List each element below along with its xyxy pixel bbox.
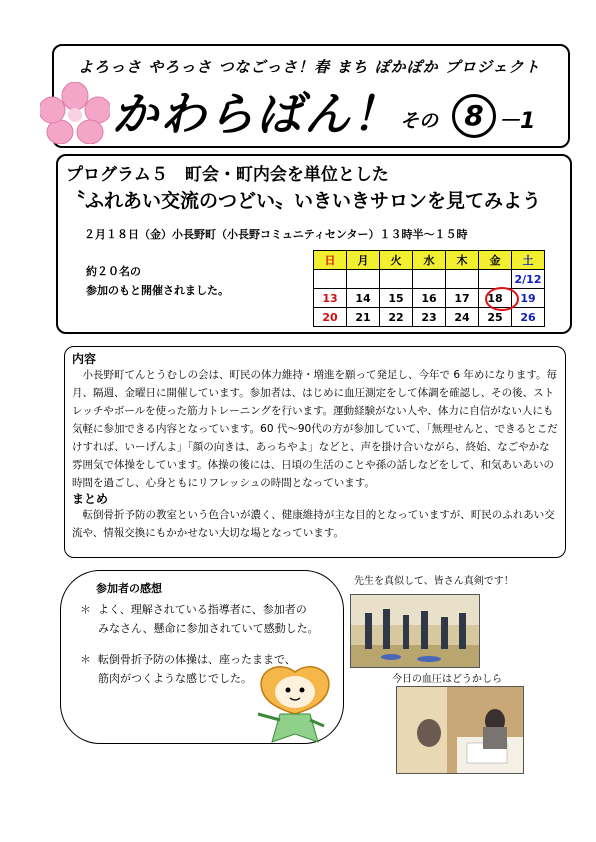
calendar-day: 14 bbox=[347, 289, 380, 308]
calendar-header-fri: 金 bbox=[479, 251, 512, 270]
calendar-day: 24 bbox=[446, 308, 479, 327]
impression-line: よく、理解されている指導者に、参加者の bbox=[98, 603, 307, 616]
summary-text: 転倒骨折予防の教室という色合いが濃く、健康維持が主な目的となっていますが、町民のふれあい交流や、情報交換にもかかせない大切な場となっています。 bbox=[72, 509, 555, 539]
asterisk-mark: ＊ bbox=[80, 603, 91, 616]
event-date-line: ２月１８日（金）小長野町（小長野コミュニティセンター）１３時半～１５時 bbox=[84, 228, 468, 241]
calendar-day bbox=[347, 270, 380, 289]
calendar-day-event: 18 bbox=[479, 289, 512, 308]
calendar-day: 13 bbox=[314, 289, 347, 308]
calendar-header-mon: 月 bbox=[347, 251, 380, 270]
participants-line1: 約２０名の bbox=[86, 265, 141, 278]
impression-line: 筋肉がつくような感じでした。 bbox=[98, 672, 252, 685]
issue-suffix: －1 bbox=[498, 109, 536, 134]
calendar-header-sun: 日 bbox=[314, 251, 347, 270]
summary-heading: まとめ bbox=[72, 492, 109, 506]
calendar-day bbox=[380, 270, 413, 289]
impression-item-text bbox=[98, 600, 319, 638]
impression-item bbox=[80, 600, 91, 619]
program-title-line1: プログラム５ 町会・町内会を単位とした bbox=[66, 165, 389, 185]
photo-caption-2: 今日の血圧はどうかしら bbox=[392, 674, 502, 685]
impression-item bbox=[80, 650, 91, 669]
calendar-day bbox=[479, 270, 512, 289]
flower-icon bbox=[40, 82, 110, 144]
blood-pressure-photo bbox=[396, 686, 524, 774]
calendar-header-row bbox=[314, 251, 545, 270]
calendar-day: 23 bbox=[413, 308, 446, 327]
newsletter-title: かわらばん！ bbox=[112, 87, 400, 141]
calendar-day: 16 bbox=[413, 289, 446, 308]
calendar-day: 26 bbox=[512, 308, 545, 327]
calendar-day: 15 bbox=[380, 289, 413, 308]
participants-note bbox=[86, 262, 286, 300]
calendar-day bbox=[446, 270, 479, 289]
issue-number: 8 bbox=[452, 94, 496, 138]
mascot-illustration bbox=[250, 664, 340, 746]
calendar-day bbox=[314, 270, 347, 289]
asterisk-mark: ＊ bbox=[80, 653, 91, 666]
calendar-header-wed: 水 bbox=[413, 251, 446, 270]
content-heading: 内容 bbox=[72, 352, 97, 366]
content-text: 小長野町てんとうむしの会は、町民の体力維持・増進を願って発足し、今年で 6 年めになります。毎月、隔週、金曜日に開催しています。参加者は、はじめに血圧測定をして体調を確認し、その後、ストレッチやボールを使った筋力トレーニングを行います。運動経験がない人や、体力に自信がない人にも気軽に参加できる内容となっています。60 代～90代の方が参加していて、「無理せんと、できるとこだけすれば、いーげんよ」「顔の向きは、あっちやよ」などと、声を掛け合いながら、終始、なごやかな雰囲気で体操をしています。体操の後には、日頃の生活のことや孫の話しなどをして、和気あいあいの時間を過ごし、心身ともにリフレッシュの時間となっています。 bbox=[72, 369, 558, 489]
calendar-day: 25 bbox=[479, 308, 512, 327]
calendar-day: 17 bbox=[446, 289, 479, 308]
calendar-week-row bbox=[314, 270, 545, 289]
impression-line: みなさん、懸命に参加されていて感動した。 bbox=[98, 622, 319, 635]
calendar-day: 20 bbox=[314, 308, 347, 327]
issue-prefix: その bbox=[400, 110, 439, 132]
calendar-day bbox=[413, 270, 446, 289]
program-title-line2: 〝ふれあい交流のつどい〟いきいきサロンを見てみよう bbox=[66, 190, 542, 212]
exercise-photo bbox=[350, 594, 480, 668]
calendar-day: 19 bbox=[512, 289, 545, 308]
calendar-day: 22 bbox=[380, 308, 413, 327]
calendar-day: 2/12 bbox=[512, 270, 545, 289]
calendar-header-sat: 土 bbox=[512, 251, 545, 270]
photo-caption-1: 先生を真似して、皆さん真剣です！ bbox=[354, 576, 514, 587]
calendar-day: 21 bbox=[347, 308, 380, 327]
participants-line2: 参加のもと開催されました。 bbox=[86, 284, 229, 297]
impressions-title: 参加者の感想 bbox=[96, 582, 162, 595]
event-day-circle bbox=[485, 287, 519, 311]
calendar-header-thu: 木 bbox=[446, 251, 479, 270]
impression-line: 転倒骨折予防の体操は、座ったままで、 bbox=[98, 653, 296, 666]
calendar-week-row bbox=[314, 308, 545, 327]
calendar-header-tue: 火 bbox=[380, 251, 413, 270]
project-subtitle: よろっさ やろっさ つなごっさ！春 まち ぽかぽか プロジェクト bbox=[78, 58, 541, 76]
